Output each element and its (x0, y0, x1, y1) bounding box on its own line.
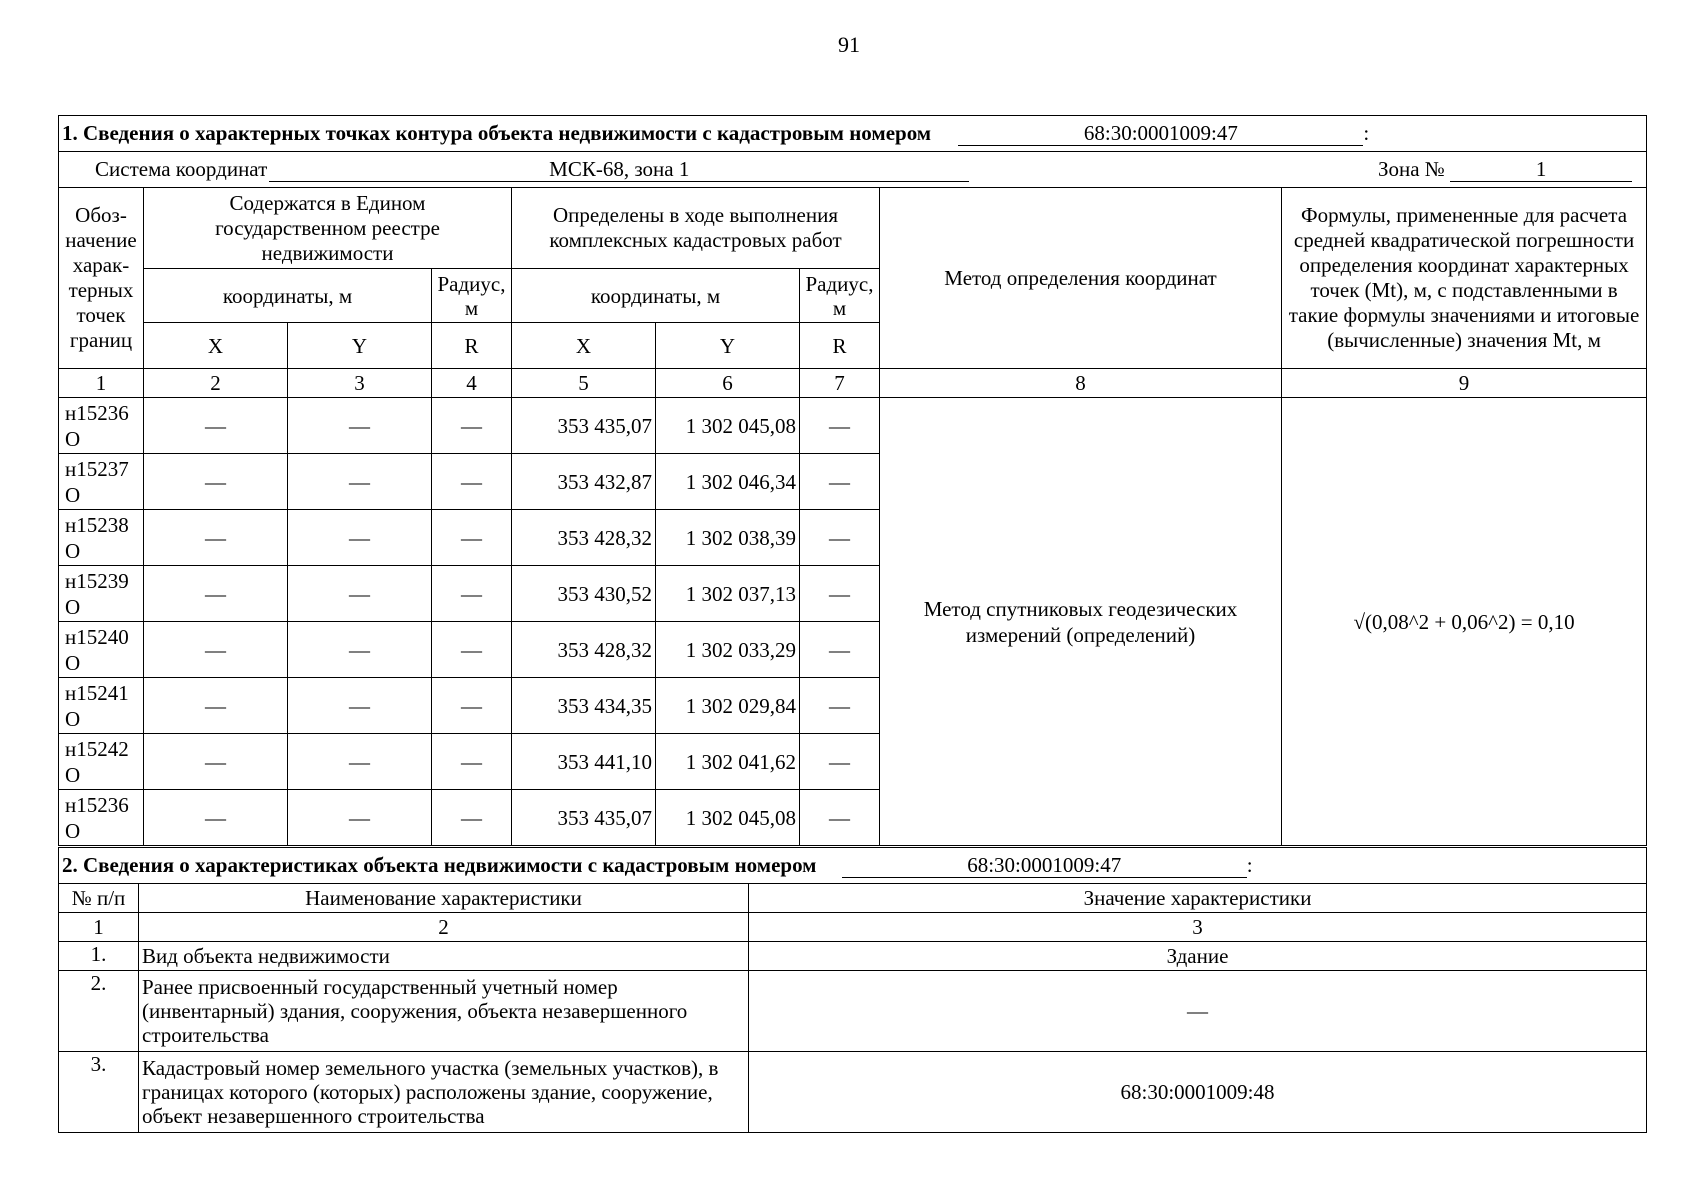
row-number: 2. (59, 971, 139, 1052)
r-cell: — (800, 398, 880, 454)
column-number: 7 (800, 369, 880, 398)
r-cell: — (800, 566, 880, 622)
column-number: 3 (749, 913, 1647, 942)
egrn-r-cell: — (432, 510, 512, 566)
y-cell: 1 302 033,29 (656, 622, 800, 678)
column-number: 8 (880, 369, 1282, 398)
egrn-r-cell: — (432, 454, 512, 510)
egrn-x-cell: — (144, 398, 288, 454)
r-cell: — (800, 734, 880, 790)
egrn-y-cell: — (288, 622, 432, 678)
formula-value: √(0,08^2 + 0,06^2) = 0,10 (1282, 398, 1647, 846)
egrn-r-cell: — (432, 678, 512, 734)
header-kkr-radius: Радиус, м (800, 269, 880, 323)
coordinate-system-value: МСК-68, зона 1 (269, 157, 969, 182)
egrn-x-cell: — (144, 566, 288, 622)
header-num: № п/п (59, 884, 139, 913)
column-number: 6 (656, 369, 800, 398)
point-id: н15242 О (59, 734, 144, 790)
x-cell: 353 435,07 (512, 790, 656, 846)
section1-title: 1. Сведения о характерных точках контура объекта недвижимости с кадастровым номером (62, 121, 932, 145)
header-kkr-coords: координаты, м (512, 269, 800, 323)
point-id: н15239 О (59, 566, 144, 622)
characteristic-value: — (749, 971, 1647, 1052)
egrn-y-cell: — (288, 790, 432, 846)
point-id: н15241 О (59, 678, 144, 734)
coordinate-system-row (59, 152, 1647, 188)
header-method: Метод определения координат (880, 188, 1282, 369)
table-row (59, 971, 1647, 1052)
points-table (58, 115, 1647, 846)
x-cell: 353 432,87 (512, 454, 656, 510)
header-kkr-x: X (512, 323, 656, 369)
zone-value: 1 (1450, 157, 1632, 182)
point-id: н15236 О (59, 398, 144, 454)
table-row (59, 398, 1647, 454)
header-name: Наименование характеристики (139, 884, 749, 913)
header-kkr: Определены в ходе выполнения комплексных кадастровых работ (512, 188, 880, 269)
egrn-r-cell: — (432, 566, 512, 622)
header-egrn-coords: координаты, м (144, 269, 432, 323)
r-cell: — (800, 622, 880, 678)
header-formulas: Формулы, примененные для расчета средней квадратической погрешности определения координат характерных точек (Mt), м, с подставленными в такие формулы значениями и итоговые (вычисленные) значения Mt, м (1282, 188, 1647, 369)
point-id: н15240 О (59, 622, 144, 678)
header-kkr-r: R (800, 323, 880, 369)
header-egrn-r: R (432, 323, 512, 369)
header-egrn-x: X (144, 323, 288, 369)
y-cell: 1 302 038,39 (656, 510, 800, 566)
zone-label: Зона № (1377, 157, 1445, 181)
column-number: 3 (288, 369, 432, 398)
table-row (59, 1052, 1647, 1133)
row-number: 1. (59, 942, 139, 971)
egrn-y-cell: — (288, 398, 432, 454)
section2-title: 2. Сведения о характеристиках объекта недвижимости с кадастровым номером (62, 853, 817, 877)
egrn-x-cell: — (144, 790, 288, 846)
header-egrn-radius: Радиус, м (432, 269, 512, 323)
section1-colon: : (1363, 121, 1370, 145)
egrn-x-cell: — (144, 678, 288, 734)
method-value: Метод спутниковых геодезических измерений (определений) (880, 398, 1282, 846)
characteristic-name: Кадастровый номер земельного участка (земельных участков), в границах которого (которых) расположены здание, сооружение, объект незавершенного строительства (139, 1052, 749, 1133)
x-cell: 353 441,10 (512, 734, 656, 790)
section1-cadastral-number: 68:30:0001009:47 (958, 121, 1363, 146)
egrn-y-cell: — (288, 510, 432, 566)
r-cell: — (800, 454, 880, 510)
characteristic-name: Ранее присвоенный государственный учетный номер (инвентарный) здания, сооружения, объекта незавершенного строительства (139, 971, 749, 1052)
egrn-x-cell: — (144, 734, 288, 790)
characteristic-value: 68:30:0001009:48 (749, 1052, 1647, 1133)
header-point-designation: Обоз-начение харак-терных точек границ (59, 188, 144, 369)
row-number: 3. (59, 1052, 139, 1133)
column-number: 5 (512, 369, 656, 398)
egrn-x-cell: — (144, 510, 288, 566)
section2-cadastral-number: 68:30:0001009:47 (842, 853, 1247, 878)
column-number: 1 (59, 369, 144, 398)
coordinate-system-label: Система координат (95, 157, 268, 181)
egrn-r-cell: — (432, 734, 512, 790)
characteristic-value: Здание (749, 942, 1647, 971)
egrn-y-cell: — (288, 734, 432, 790)
egrn-x-cell: — (144, 454, 288, 510)
r-cell: — (800, 790, 880, 846)
x-cell: 353 434,35 (512, 678, 656, 734)
egrn-y-cell: — (288, 454, 432, 510)
column-number: 9 (1282, 369, 1647, 398)
column-number: 2 (139, 913, 749, 942)
egrn-r-cell: — (432, 398, 512, 454)
column-number: 1 (59, 913, 139, 942)
page-number: 91 (838, 32, 860, 57)
y-cell: 1 302 029,84 (656, 678, 800, 734)
x-cell: 353 428,32 (512, 622, 656, 678)
egrn-y-cell: — (288, 566, 432, 622)
header-value: Значение характеристики (749, 884, 1647, 913)
point-id: н15238 О (59, 510, 144, 566)
column-number: 4 (432, 369, 512, 398)
y-cell: 1 302 041,62 (656, 734, 800, 790)
r-cell: — (800, 678, 880, 734)
y-cell: 1 302 045,08 (656, 790, 800, 846)
y-cell: 1 302 037,13 (656, 566, 800, 622)
header-kkr-y: Y (656, 323, 800, 369)
column-number: 2 (144, 369, 288, 398)
y-cell: 1 302 046,34 (656, 454, 800, 510)
y-cell: 1 302 045,08 (656, 398, 800, 454)
characteristic-name: Вид объекта недвижимости (139, 942, 749, 971)
table-row (59, 942, 1647, 971)
characteristics-table (58, 847, 1647, 1133)
section2-colon: : (1246, 853, 1253, 877)
point-id: н15236 О (59, 790, 144, 846)
egrn-r-cell: — (432, 622, 512, 678)
section1-title-row (59, 116, 1647, 152)
egrn-x-cell: — (144, 622, 288, 678)
egrn-y-cell: — (288, 678, 432, 734)
section2-title-row (59, 848, 1647, 884)
zone-group (1378, 157, 1632, 182)
column-numbers-row (59, 369, 1647, 398)
r-cell: — (800, 510, 880, 566)
header-egrn: Содержатся в Едином государственном реестре недвижимости (144, 188, 512, 269)
point-id: н15237 О (59, 454, 144, 510)
x-cell: 353 435,07 (512, 398, 656, 454)
egrn-r-cell: — (432, 790, 512, 846)
header-egrn-y: Y (288, 323, 432, 369)
x-cell: 353 430,52 (512, 566, 656, 622)
x-cell: 353 428,32 (512, 510, 656, 566)
